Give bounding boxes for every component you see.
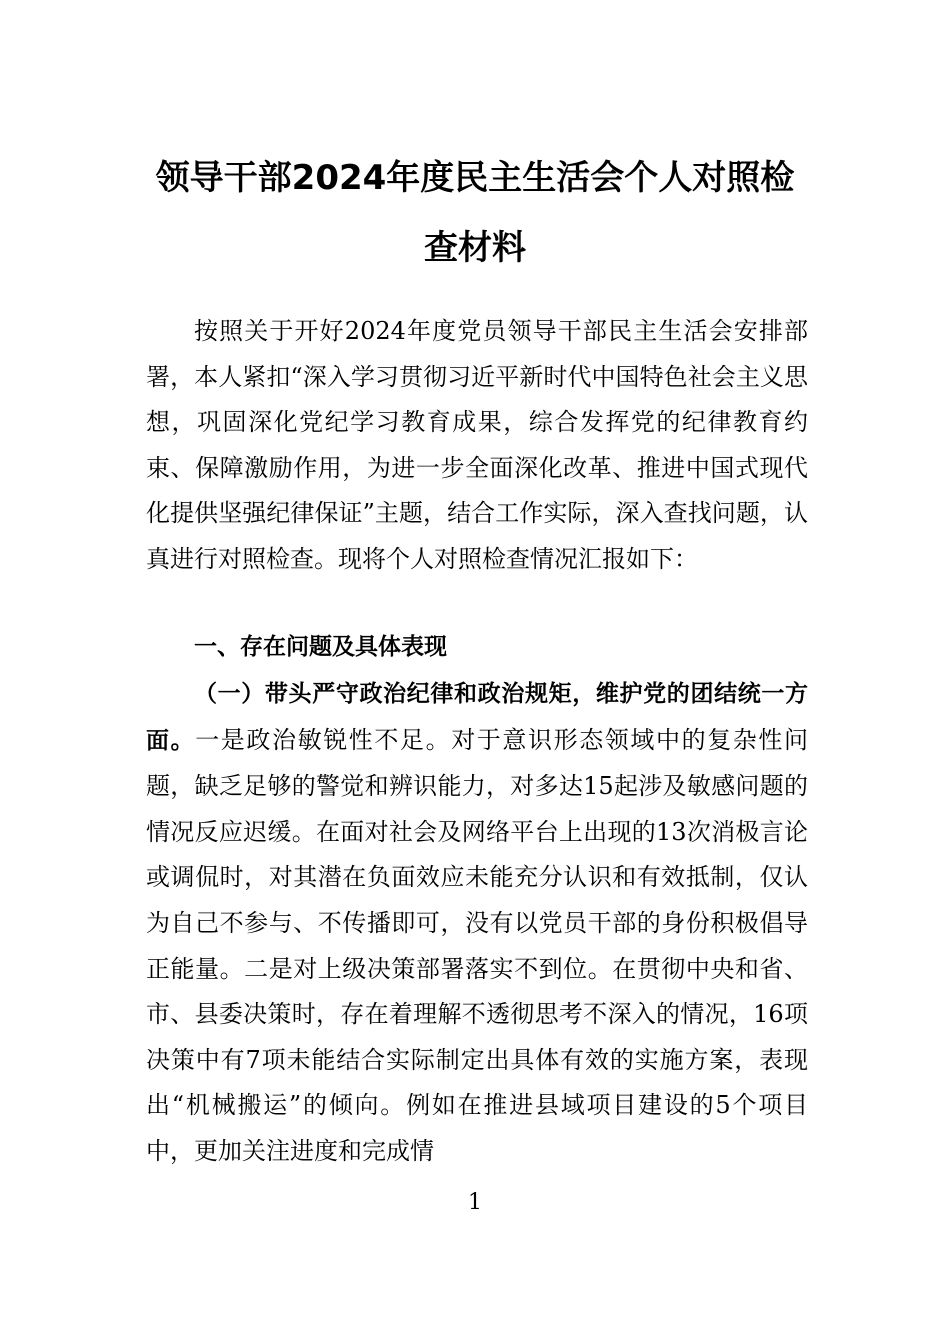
section-heading: 一、存在问题及具体表现 [194,634,447,660]
page-number: 1 [468,1190,482,1215]
subsection-paragraph [146,671,808,1175]
subsection-body: 一是政治敏锐性不足。对于意识形态领域中的复杂性问题，缺乏足够的警觉和辨识能力，对多达15起涉及敏感问题的情况反应迟缓。在面对社会及网络平台上出现的13次消极言论或调侃时，对其潜在负面效应未能充分认识和有效抵制，仅认为自己不参与、不传播即可，没有以党员干部的身份积极倡导正能量。二是对上级决策部署落实不到位。在贯彻中央和省、市、县委决策时，存在着理解不透彻思考不深入的情况，16项决策中有7项未能结合实际制定出具体有效的实施方案，表现出“机械搬运”的倾向。例如在推进县域项目建设的5个项目中，更加关注进度和完成情 [146,725,809,1165]
document-title-line-2: 查材料 [424,228,526,268]
subsection-lead: （一）带头严守政治纪律和政治规矩，维护党的团结统一方面。 [146,681,808,754]
document-title-line-1: 领导干部2024年度民主生活会个人对照检 [155,158,795,198]
intro-paragraph: 按照关于开好2024年度党员领导干部民主生活会安排部署，本人紧扣“深入学习贯彻习近平新时代中国特色社会主义思想，巩固深化党纪学习教育成果，综合发挥党的纪律教育约束、保障激励作用，为进一步全面深化改革、推进中国式现代化提供坚强纪律保证”主题，结合工作实际，深入查找问题，认真进行对照检查。现将个人对照检查情况汇报如下： [146,317,808,573]
